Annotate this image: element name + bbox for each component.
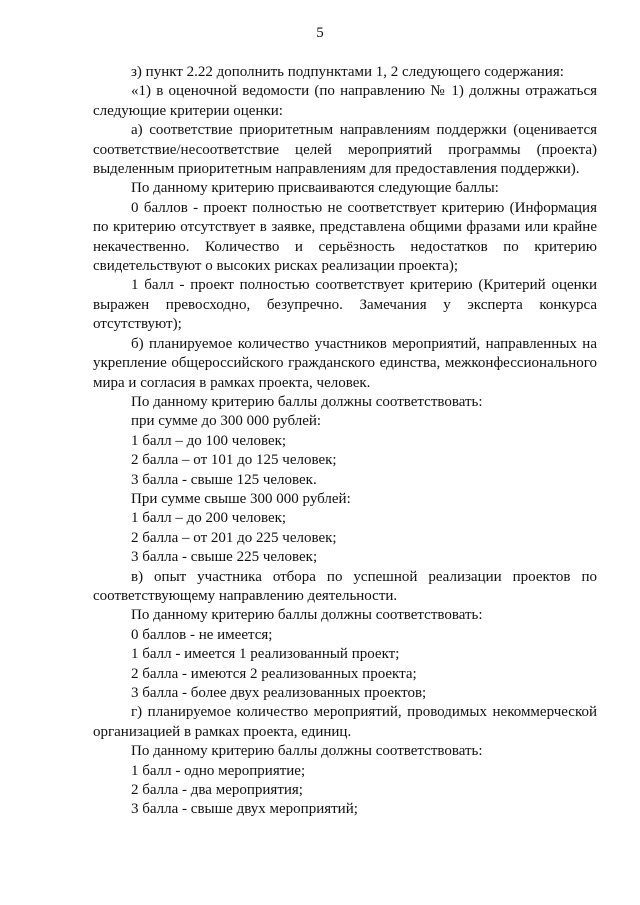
paragraph-criterion-b: б) планируемое количество участников мероприятий, направленных на укрепление общероссийского гражданского единства, межконфессионального мира и согласия в рамках проекта, человек.: [93, 335, 597, 391]
paragraph-criterion-c: в) опыт участника отбора по успешной реализации проектов по соответствующему направлению деятельности.: [93, 568, 597, 604]
paragraph-scores-intro-d: По данному критерию баллы должны соответствовать:: [131, 743, 483, 760]
list-item: 2 балла - два мероприятия;: [131, 782, 303, 799]
list-item: 2 балла – от 101 до 125 человек;: [131, 452, 337, 469]
list-item: 0 баллов - не имеется;: [131, 626, 273, 643]
list-item: 3 балла - свыше 225 человек;: [131, 549, 318, 566]
list-item: 2 балла – от 201 до 225 человек;: [131, 529, 337, 546]
list-item: 1 балл - одно мероприятие;: [131, 762, 306, 779]
list-item: 3 балла - свыше 125 человек.: [131, 471, 317, 488]
list-item: 1 балл – до 200 человек;: [131, 510, 287, 527]
list-item: 2 балла - имеются 2 реализованных проекта;: [131, 665, 417, 682]
list-item: При сумме свыше 300 000 рублей:: [131, 490, 351, 507]
page-number: 5: [316, 25, 324, 41]
paragraph-criterion-d: г) планируемое количество мероприятий, проводимых некоммерческой организацией в рамках проекта, единиц.: [93, 704, 597, 740]
list-item: 3 балла - более двух реализованных проектов;: [131, 685, 427, 701]
paragraph-scores-intro-b: По данному критерию баллы должны соответствовать:: [131, 393, 483, 410]
document-body: [93, 63, 597, 820]
paragraph-scores-intro-c: По данному критерию баллы должны соответствовать:: [131, 607, 483, 624]
paragraph-score-0: 0 баллов - проект полностью не соответствует критерию (Информация по критерию отсутствует в заявке, представлена общими фразами или крайне некачественно. Количество и серьёзность недостатков по критерию свидетельствуют о высоких рисках реализации проекта);: [93, 199, 597, 275]
list-item: 3 балла - свыше двух мероприятий;: [131, 801, 358, 818]
list-item: при сумме до 300 000 рублей:: [131, 413, 322, 430]
paragraph-scores-intro: По данному критерию присваиваются следующие баллы:: [131, 180, 499, 197]
paragraph-criterion-a: а) соответствие приоритетным направлениям поддержки (оценивается соответствие/несоответствие целей мероприятий программы (проекта) выделенным приоритетным направлениям для предоставления поддержки).: [93, 122, 597, 178]
paragraph-score-1: 1 балл - проект полностью соответствует критерию (Критерий оценки выражен превосходно, безупречно. Замечания у эксперта конкурса отсутствуют);: [93, 277, 597, 333]
paragraph-intro: з) пункт 2.22 дополнить подпунктами 1, 2 следующего содержания:: [131, 64, 564, 80]
list-item: 1 балл – до 100 человек;: [131, 432, 287, 449]
paragraph-criteria-list-intro: «1) в оценочной ведомости (по направлению № 1) должны отражаться следующие критерии оценки:: [93, 83, 597, 119]
list-item: 1 балл - имеется 1 реализованный проект;: [131, 646, 400, 663]
